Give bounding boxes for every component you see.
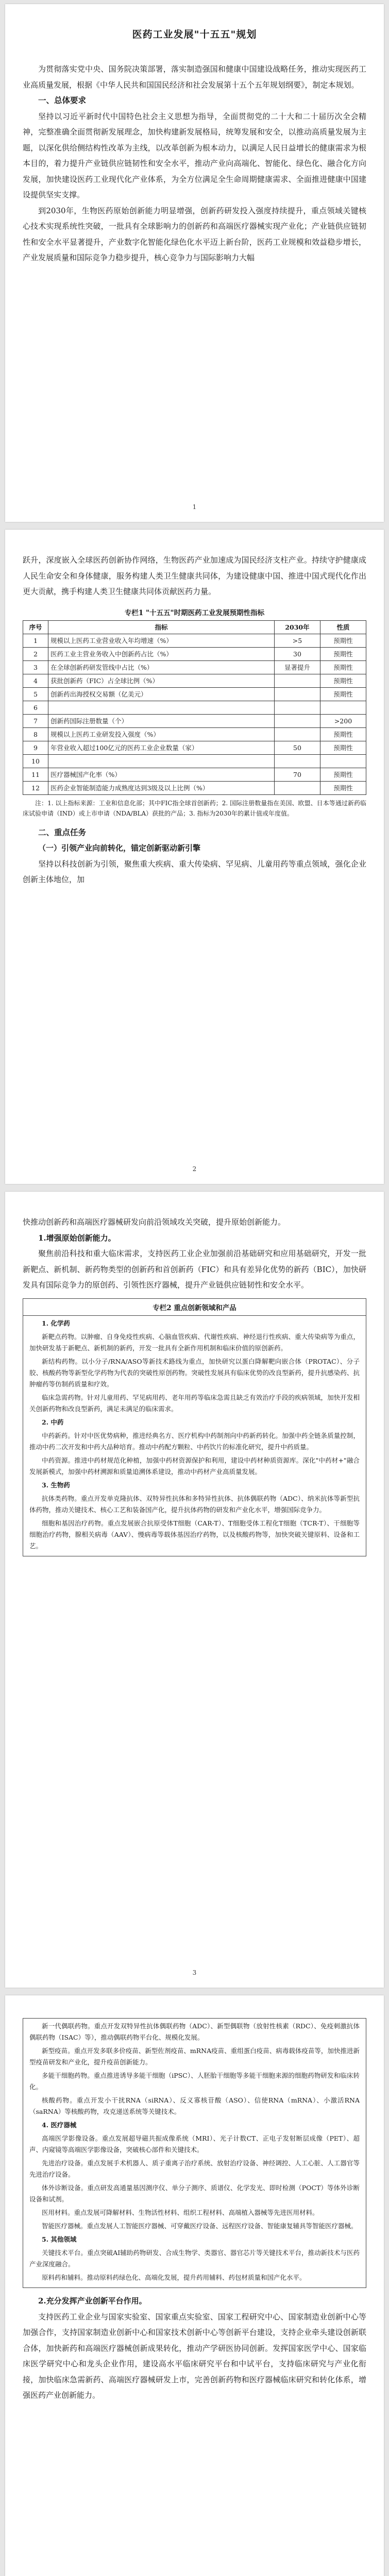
table-header-row — [23, 620, 366, 634]
column-box-item: 新型疫苗。重点开发多联多价疫苗、新型佐剂疫苗、mRNA疫苗、重组蛋白疫苗、病毒载体疫苗等，加快推进新型疫苗研发和产业化，提升疫苗创新能力。 — [29, 2047, 360, 2066]
cell-target — [275, 754, 320, 768]
column-box-category: 3. 生物药 — [42, 1481, 70, 1489]
paragraph-original-innovation: 聚焦前沿科技和重大临床需求，支持医药工业企业加强前沿基础研究和应用基础研究，开发一批新靶点、新机制、新药物类型的创新药和首创新药（FIC）和具有差异化优势的新药（BIC），加快研发具有国际竞争力的原创药、引领性医疗器械，提升产业链供应链韧性和安全水平。 — [23, 1249, 366, 1290]
column-box-item: 体外诊断设备。重点研发高通量基因测序仪、单分子测序、质谱仪、化学发光、即时检测（POCT）等体外诊断设备和试剂。 — [29, 2184, 360, 2203]
column-box-item: 多能干细胞药物。重点推进诱导多能干细胞（iPSC）、人胚胎干细胞等多能干细胞来源的细胞药物研发和临床转化。 — [29, 2072, 360, 2091]
cell-indicator: 获批创新药（FIC）占全球比例（%） — [48, 674, 275, 687]
column-box-item: 智能医疗器械。重点发展人工智能医疗器械、可穿戴医疗设备、远程医疗设备、智能康复辅具等智能医疗器械。 — [42, 2222, 358, 2230]
cell-type: 预期性 — [320, 768, 366, 781]
page-4 — [5, 1995, 384, 2576]
cell-indicator — [48, 754, 275, 768]
cell-indicator: 医疗器械国产化率（%） — [48, 768, 275, 781]
table-row — [23, 768, 366, 781]
cell-indicator: 医药工业主营业务收入中创新药占比（%） — [48, 647, 275, 660]
cell-target — [275, 727, 320, 741]
column-box-title: 专栏2 重点创新领域和产品 — [23, 1299, 366, 1316]
cell-indicator: 在全球创新药研发管线中占比（%） — [48, 660, 275, 674]
cell-index: 5 — [23, 687, 48, 701]
section-heading-2: 二、重点任务 — [38, 827, 87, 837]
cell-type: 预期性 — [320, 674, 366, 687]
cell-index: 8 — [23, 727, 48, 741]
paragraph-continuation: 跃升，深度嵌入全球医药创新协作网络，生物医药产业加速成为国民经济支柱产业。持续守护健康成人民生命安全和身体健康，服务构建人类卫生健康共同体，为建设健康中国、推进中国式现代化作出更大贡献，携手构建人类卫生健康共同体贡献医药力量。 — [23, 555, 366, 596]
cell-target: >5 — [275, 634, 320, 647]
column-box-item: 细胞和基因治疗药物。重点发展嵌合抗原受体T细胞（CAR-T）、T细胞受体工程化T细胞（TCR-T）、干细胞等细胞治疗药物，腺相关病毒（AAV）、慢病毒等载体基因治疗药物，以及核酸药物等，加快突破关键原料、设备和工艺。 — [29, 1519, 360, 1550]
col-header-target: 2030年 — [275, 620, 320, 634]
column-box-category: 2. 中药 — [42, 1418, 64, 1426]
cell-index: 1 — [23, 634, 48, 647]
cell-indicator: 规模以上医药工业营业收入年均增速（%） — [48, 634, 275, 647]
column-box-item: 中药新药。针对中医优势病种，推进经典名方、医疗机构中药制剂向中药新药转化。加强中药全链条质量控制，推动中药二次开发和中药大品种培育。推动中药配方颗粒、中药饮片的标准化研究，提升中药质量。 — [29, 1431, 360, 1451]
indicator-table — [23, 620, 366, 795]
column-box-item: 核酸药物。重点开发小干扰RNA（siRNA）、反义寡核苷酸（ASO）、信使RNA（mRNA）、小激活RNA（saRNA）等核酸药物，攻克递送系统等关键技术。 — [29, 2096, 360, 2115]
table-row — [23, 701, 366, 714]
column-box-item: 新结构药物。以小分子/RNA/ASO等新技术路线为重点，加快研究以蛋白降解靶向嵌合体（PROTAC）、分子胶、核酸药物等新型化学药物为代表的突破性原创药物。突破性发展具有临床优势的改良型新药，提升抗感染药、抗肿瘤药等仿制药质量和疗效。 — [29, 1357, 360, 1388]
cell-index: 10 — [23, 754, 48, 768]
table-row — [23, 647, 366, 660]
page-2 — [5, 530, 384, 1184]
cell-target — [275, 701, 320, 714]
cell-type: 预期性 — [320, 660, 366, 674]
table-note: 注：1. 以上指标来源：工业和信息化部；其中FIC指全球首创新药；2. 国际注册数量指在美国、欧盟、日本等通过新药临床试验申请（IND）或上市申请（NDA/BLA）获批的产品；3. 指标为2030年的累计值或年度值。 — [23, 799, 366, 817]
cell-type — [320, 754, 366, 768]
page-number: 3 — [192, 1969, 197, 1976]
cell-target — [275, 674, 320, 687]
cell-target: 50 — [275, 741, 320, 754]
column-box-2 — [23, 1298, 366, 1556]
cell-target: 显著提升 — [275, 660, 320, 674]
table-row — [23, 687, 366, 701]
table-row — [23, 754, 366, 768]
col-header-index: 序号 — [23, 620, 48, 634]
paragraph-innovation-intro: 坚持以科技创新为引领，聚焦重大疾病、重大传染病、罕见病、儿童用药等重点领域，强化企业创新主体地位，加 — [23, 859, 366, 884]
cell-index: 9 — [23, 741, 48, 754]
col-header-type: 性质 — [320, 620, 366, 634]
document-title: 医药工业发展"十五五"规划 — [132, 29, 257, 40]
cell-indicator: 年营业收入超过100亿元的医药工业企业数量（家） — [48, 741, 275, 754]
cell-index: 7 — [23, 714, 48, 727]
table-row — [23, 660, 366, 674]
cell-type: 预期性 — [320, 741, 366, 754]
paragraph-innovation-platform: 支持医药工业企业与国家实验室、国家重点实验室、国家工程研究中心、国家制造业创新中心等加强合作，支持国家制造业创新中心和国家技术创新中心等创新平台建设，支持企业牵头建设创新联合体，加快新药和高端医疗器械创新成果转化，推动产学研医协同创新。发挥国家医学中心、国家临床医学研究中心和龙头企业作用，建设高水平临床研究平台和中试平台，支持临床研究与产业化衔接，加快临床急需新药、高端医疗器械研发上市，完善创新药物和医疗器械临床研究和转化体系，增强医药产业创新能力。 — [23, 2312, 366, 2400]
cell-type: 预期性 — [320, 687, 366, 701]
column-box-item: 中药资源。推进中药材规范化种植，加强中药材资源保护和利用，建设中药材种质资源库。深化"中药材+"融合发展新模式，加强中药材溯源和质量追溯体系建设，推动中药材产业高质量发展。 — [29, 1456, 360, 1476]
cell-indicator: 创新药出海授权交易额（亿美元） — [48, 687, 275, 701]
table-row — [23, 781, 366, 794]
column-box-item: 高端医学影像设备。重点发展超导磁共振成像系统（MRI）、光子计数CT、正电子发射断层成像（PET）、超声、内窥镜等高端医学影像设备，突破核心部件和关键技术。 — [29, 2134, 360, 2154]
table-row — [23, 674, 366, 687]
page-number: 2 — [192, 1165, 197, 1173]
cell-target — [275, 714, 320, 727]
table-row — [23, 634, 366, 647]
cell-indicator: 创新药国际注册数量（个） — [48, 714, 275, 727]
intro-paragraph: 为贯彻落实党中央、国务院决策部署，落实制造强国和健康中国建设战略任务，推动实现医药工业高质量发展，根据《中华人民共和国国民经济和社会发展第十五个五年规划纲要》，制定本规划。 — [23, 64, 366, 90]
column-box-item: 原料药和辅料。推动原料药绿色化、高端化发展，提升药用辅料、药包材质量和国产化水平。 — [42, 2274, 306, 2281]
page-3 — [5, 1192, 384, 1988]
cell-indicator — [48, 701, 275, 714]
cell-target: 30 — [275, 647, 320, 660]
column-box-category: 4. 医疗器械 — [42, 2121, 77, 2129]
cell-type — [320, 701, 366, 714]
cell-index: 6 — [23, 701, 48, 714]
column-box-item: 关键技术平台。重点突破AI辅助药物研发、合成生物学、类器官、器官芯片等关键技术平台，推动新技术与医药产业深度融合。 — [29, 2249, 360, 2268]
table-row — [23, 714, 366, 727]
cell-index: 3 — [23, 660, 48, 674]
section-heading-1: 一、总体要求 — [38, 95, 87, 105]
column-box-item: 抗体类药物。重点开发单克隆抗体、双特异性抗体和多特异性抗体、抗体偶联药物（ADC）、纳米抗体等新型抗体药物，推动关键技术、核心工艺和装备国产化，提升抗体药物的研发和产业化水平，增强国际竞争力。 — [29, 1494, 360, 1514]
paragraph-continuation: 快推动创新药和高端医疗器械研发向前沿领域攻关突破，提升原始创新能力。 — [23, 1217, 286, 1227]
cell-index: 12 — [23, 781, 48, 794]
cell-indicator: 医药企业智能制造能力成熟度达到3级及以上比例（%） — [48, 781, 275, 794]
cell-type: 预期性 — [320, 647, 366, 660]
cell-target — [275, 781, 320, 794]
cell-target — [275, 687, 320, 701]
table-caption: 专栏1 "十五五"时期医药工业发展预期性指标 — [124, 608, 265, 617]
page-number: 1 — [192, 503, 197, 511]
cell-index: 2 — [23, 647, 48, 660]
table-row — [23, 727, 366, 741]
cell-type: 预期性 — [320, 634, 366, 647]
column-box-item: 新一代偶联药物。重点开发双特异性抗体偶联药物（ADC）、新型偶联物（放射性核素（RDC）、免疫刺激抗体偶联药物（ISAC）等），推动偶联药物平台化、规模化发展。 — [29, 2022, 360, 2041]
cell-index: 11 — [23, 768, 48, 781]
column-box-item: 医用材料。重点发展可降解材料、生物活性材料、组织工程材料、高端植入器械等先进医用材料。 — [42, 2209, 319, 2216]
cell-target: 70 — [275, 768, 320, 781]
cell-indicator: 规模以上医药工业研发投入强度（%） — [48, 727, 275, 741]
task-heading-2: 2.充分发挥产业创新平台作用。 — [38, 2296, 147, 2306]
column-box-2-continued — [23, 2018, 366, 2288]
column-box-category: 5. 其他领域 — [42, 2235, 77, 2243]
cell-index: 4 — [23, 674, 48, 687]
col-header-indicator: 指标 — [48, 620, 275, 634]
column-box-item: 新靶点药物。以肿瘤、自身免疫性疾病、心脑血管疾病、代谢性疾病、神经退行性疾病、重大传染病等为重点，加快研发基于新靶点、新机制的新药，开发一批具有全新作用机制和临床价值的原创新药。 — [29, 1332, 360, 1352]
subsection-heading-1: （一）引领产业向前转化，锚定创新驱动新引擎 — [38, 843, 201, 853]
task-heading-1: 1.增强原始创新能力。 — [38, 1233, 116, 1243]
column-box-item: 临床急需药物。针对儿童用药、罕见病用药、老年用药等临床急需且缺乏有效治疗手段的疾病领域，加快开发相关创新药物和改良型新药，满足未满足的临床需求。 — [29, 1393, 360, 1413]
column-box-item: 先进治疗设备。重点发展手术机器人、质子重离子治疗系统、放射治疗设备、神经调控、人工心脏、人工器官等先进治疗设备。 — [29, 2159, 360, 2178]
table-row — [23, 741, 366, 754]
cell-type: 预期性 — [320, 781, 366, 794]
paragraph-2030-goal: 到2030年，生物医药原始创新能力明显增强，创新药研发投入强度持续提升，重点领域关键核心技术实现系统性突破，一批具有全球影响力的创新药和高端医疗器械实现产业化；产业链供应链韧性和安全水平显著提升，产业数字化智能化绿色化水平迈上新台阶，医药工业规模和效益稳步增长，产业发展质量和国际竞争力稳步提升，核心竞争力与国际影响力大幅 — [23, 206, 366, 262]
cell-type: >200 — [320, 714, 366, 727]
paragraph-guiding-thought: 坚持以习近平新时代中国特色社会主义思想为指导，全面贯彻党的二十大和二十届历次全会精神，完整准确全面贯彻新发展理念，加快构建新发展格局，统筹发展和安全，以推动高质量发展为主题，以深化供给侧结构性改革为主线，以改革创新为根本动力，以满足人民日益增长的健康需求为根本目的，着力提升产业链供应链韧性和安全水平，推动产业向高端化、智能化、绿色化、融合化方向发展，加快建设医药工业现代化产业体系，为全方位满足全生命周期健康需求、全面推进健康中国建设提供坚实支撑。 — [23, 111, 366, 199]
cell-type: 预期性 — [320, 727, 366, 741]
column-box-category: 1. 化学药 — [42, 1319, 70, 1327]
page-1 — [5, 4, 384, 522]
